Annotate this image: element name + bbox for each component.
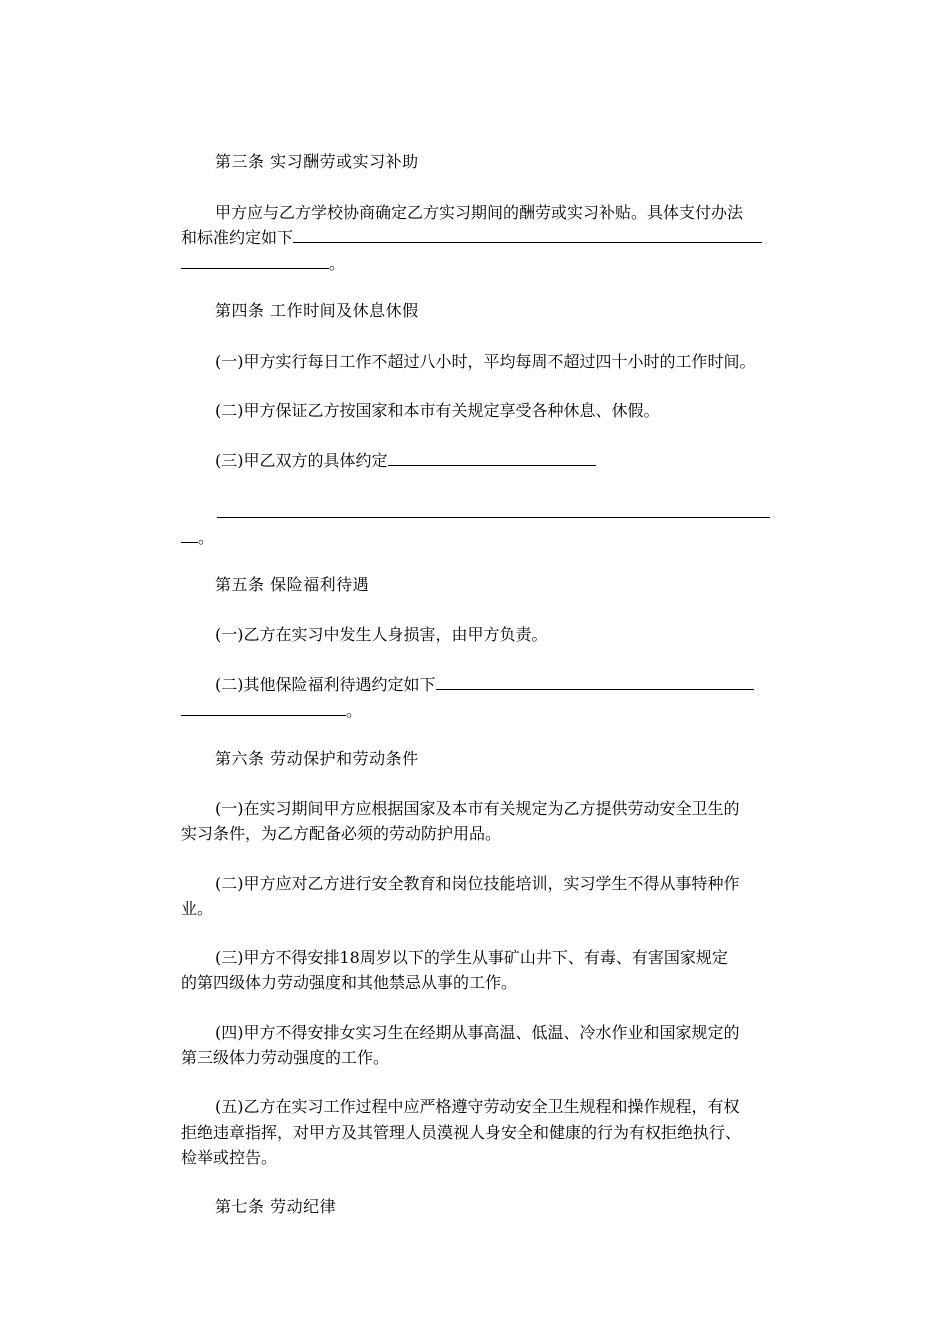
article-4-heading: 第四条 工作时间及休息休假 (215, 301, 419, 320)
article-4-blank-line (217, 503, 770, 523)
fill-in-blank (181, 701, 346, 716)
fill-in-blank (388, 451, 596, 466)
article-6-item-1-line-2: 实习条件，为乙方配备必须的劳动防护用品。 (181, 824, 502, 843)
article-4-item-1: (一)甲方实行每日工作不超过八小时，平均每周不超过四十小时的工作时间。 (215, 352, 756, 371)
period: 。 (329, 254, 346, 273)
article-3-paragraph-line-3 (181, 254, 345, 274)
article-6-item-5-line-2: 拒绝违章指挥，对甲方及其管理人员漠视人身安全和健康的行为有权拒绝执行、 (181, 1123, 742, 1142)
article-4-item-2: (二)甲方保证乙方按国家和本市有关规定享受各种休息、休假。 (215, 401, 660, 420)
article-5-item-2-text: (二)其他保险福利待遇约定如下 (215, 675, 436, 694)
period: 。 (198, 528, 215, 547)
article-4-item-3 (215, 451, 596, 471)
fill-in-blank (293, 228, 762, 243)
article-5-heading: 第五条 保险福利待遇 (215, 575, 370, 594)
article-6-item-3-line-1: (三)甲方不得安排18周岁以下的学生从事矿山井下、有毒、有害国家规定 (215, 948, 728, 967)
article-3-heading: 第三条 实习酬劳或实习补助 (215, 152, 419, 171)
article-3-paragraph-line-1: 甲方应与乙方学校协商确定乙方实习期间的酬劳或实习补贴。具体支付办法 (215, 203, 744, 222)
fill-in-blank (181, 254, 329, 269)
article-6-item-5-line-3: 检举或控告。 (181, 1148, 278, 1167)
article-7-heading: 第七条 劳动纪律 (215, 1197, 337, 1216)
article-6-item-2-line-2: 业。 (181, 899, 214, 918)
article-6-item-4-line-1: (四)甲方不得安排女实习生在经期从事高温、低温、冷水作业和国家规定的 (215, 1023, 740, 1042)
article-6-item-1-line-1: (一)在实习期间甲方应根据国家及本市有关规定为乙方提供劳动安全卫生的 (215, 799, 740, 818)
fill-in-blank (436, 675, 754, 690)
article-3-paragraph-line-2 (181, 228, 762, 248)
article-5-item-2-line-2 (181, 701, 362, 721)
fill-in-blank (181, 528, 198, 543)
fill-in-blank (217, 503, 770, 518)
article-6-heading: 第六条 劳动保护和劳动条件 (215, 749, 419, 768)
article-5-item-2 (215, 675, 754, 695)
period: 。 (346, 701, 363, 720)
article-4-item-3-text: (三)甲乙双方的具体约定 (215, 451, 388, 470)
article-6-item-3-line-2: 的第四级体力劳动强度和其他禁忌从事的工作。 (181, 973, 518, 992)
article-6-item-2-line-1: (二)甲方应对乙方进行安全教育和岗位技能培训，实习学生不得从事特种作 (215, 874, 740, 893)
article-4-blank-line-end (181, 528, 214, 548)
article-5-item-1: (一)乙方在实习中发生人身损害，由甲方负责。 (215, 625, 548, 644)
article-6-item-4-line-2: 第三级体力劳动强度的工作。 (181, 1048, 390, 1067)
article-3-paragraph-text: 和标准约定如下 (181, 228, 294, 247)
article-6-item-5-line-1: (五)乙方在实习工作过程中应严格遵守劳动安全卫生规程和操作规程，有权 (215, 1097, 740, 1116)
